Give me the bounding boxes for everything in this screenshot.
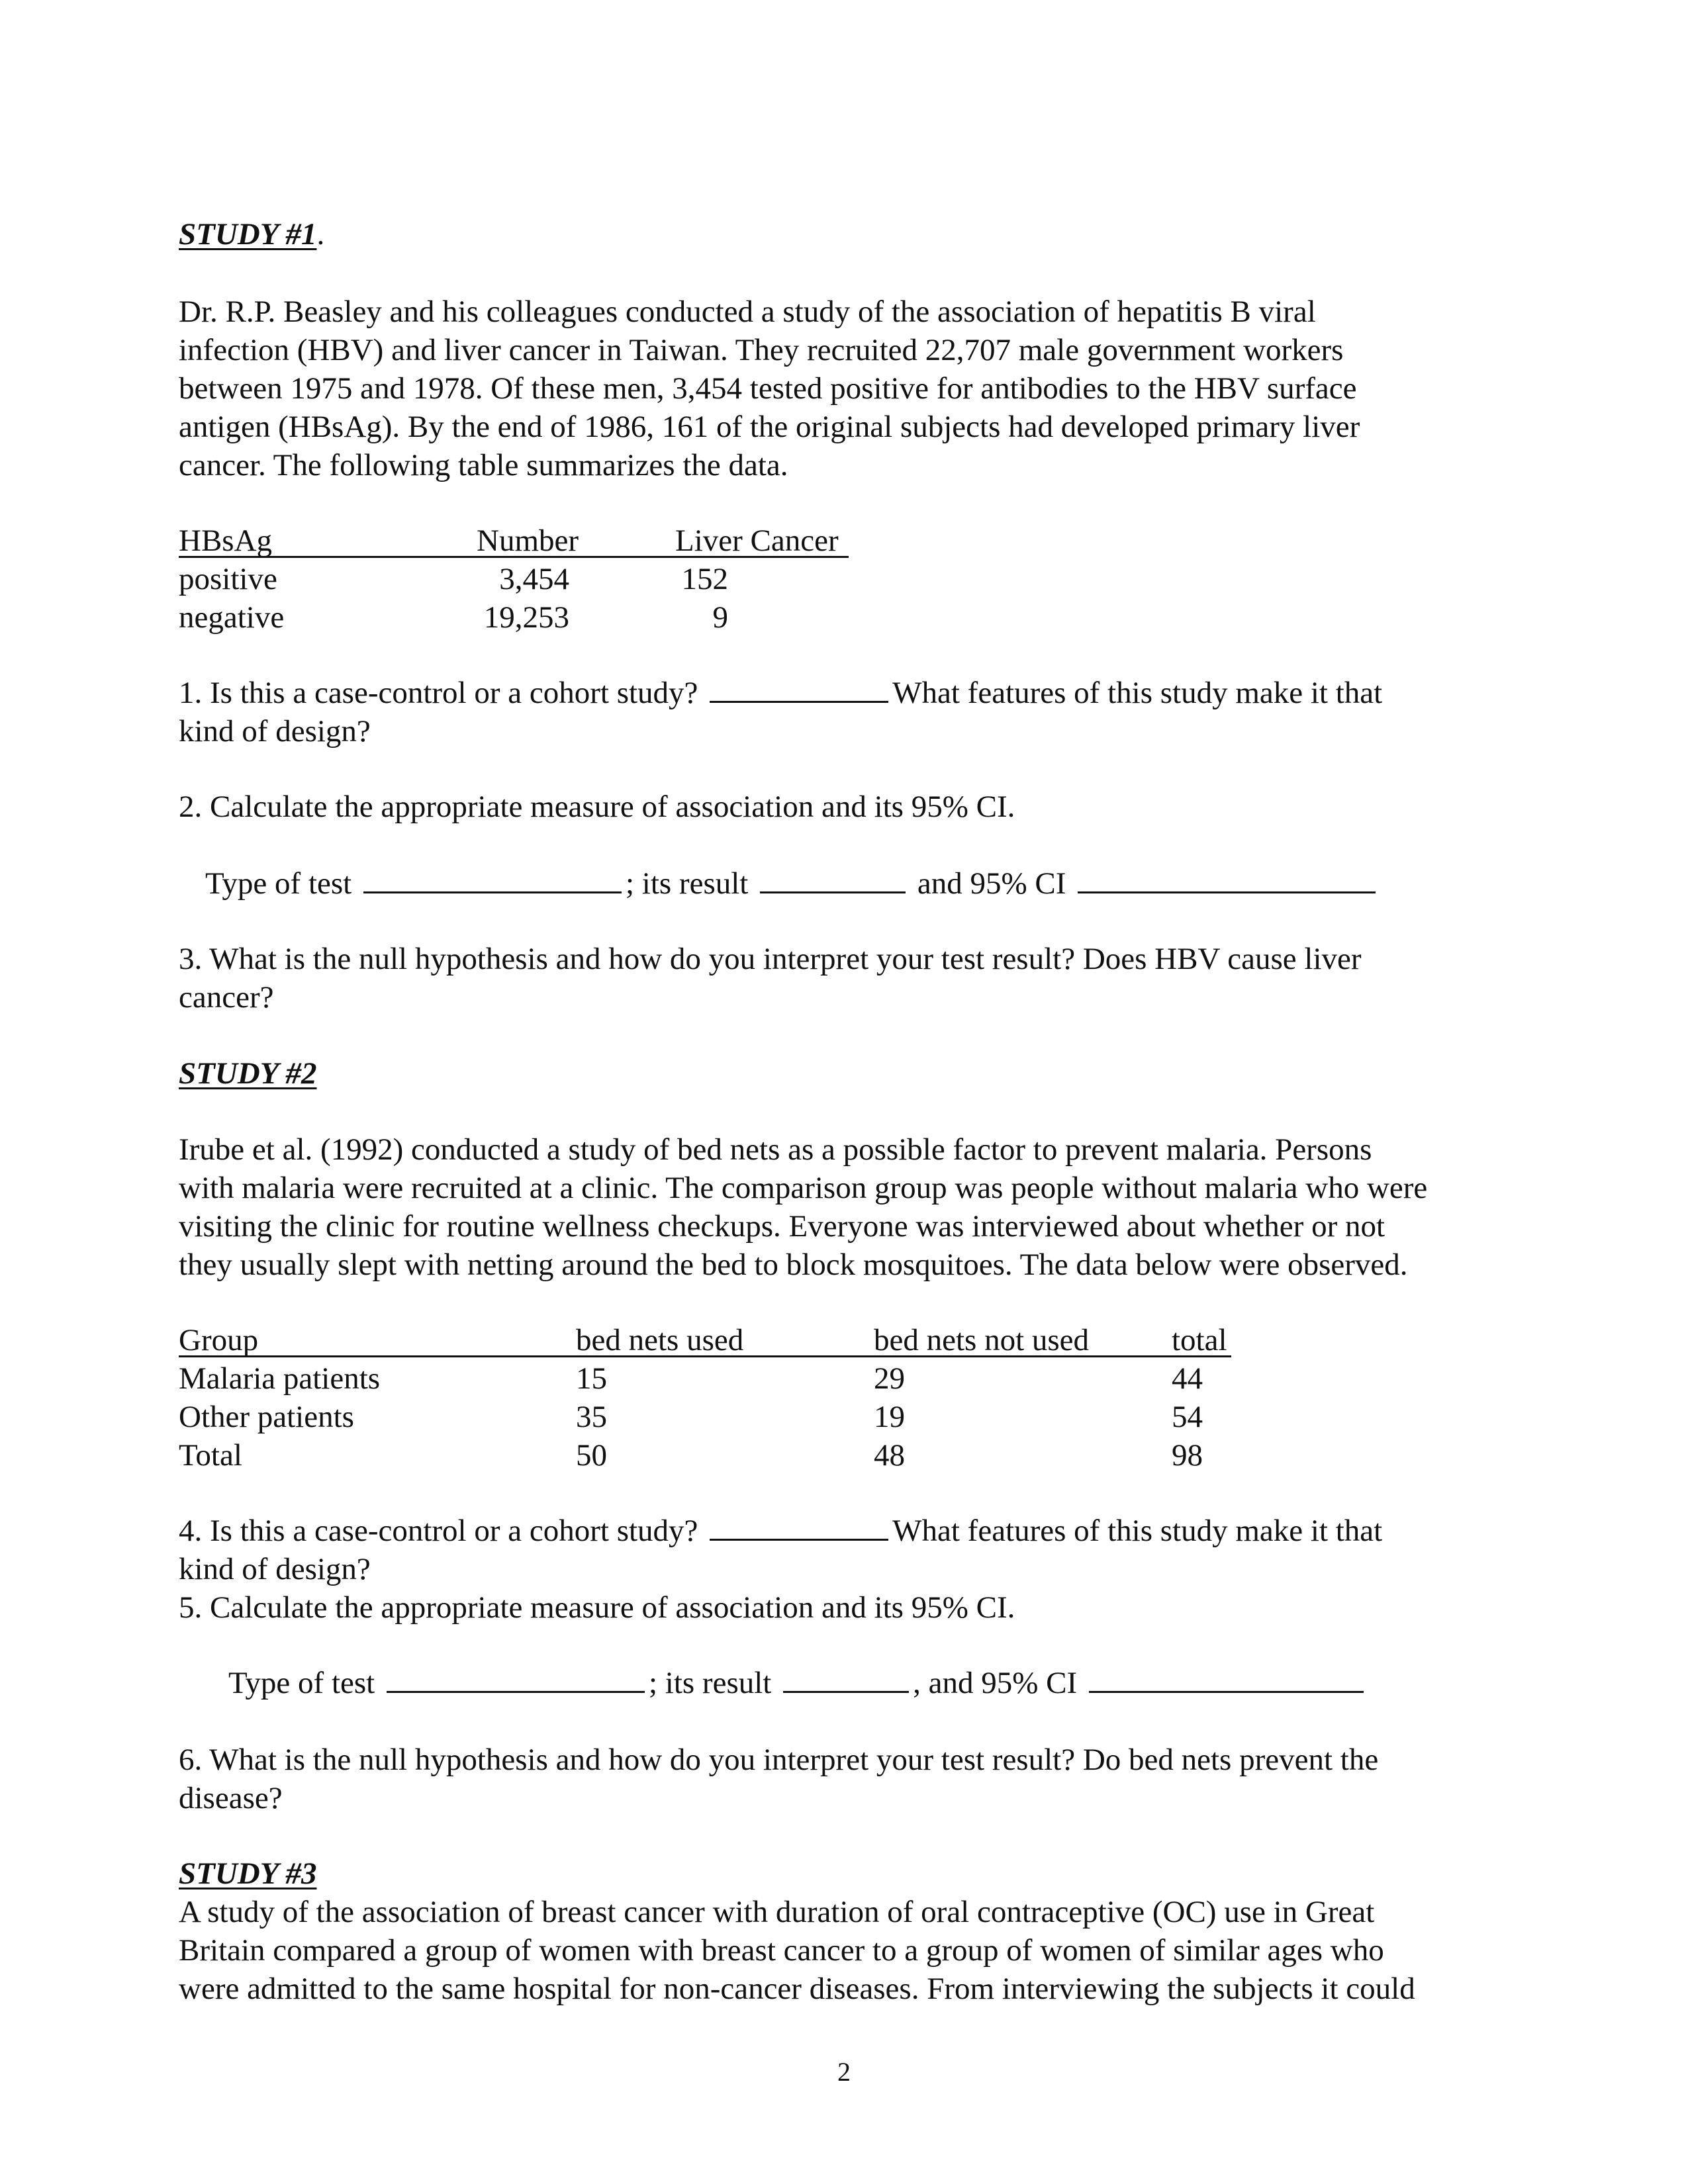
- table2-header-bed-nets-not-used: bed nets not used: [874, 1323, 1090, 1357]
- table2-cell: 19: [874, 1400, 905, 1434]
- answer-blank-q4[interactable]: [710, 1512, 888, 1541]
- study3-para-line: A study of the association of breast cancer with duration of oral contraceptive (OC) use in Great: [179, 1895, 1375, 1929]
- table1-cell: positive: [179, 562, 277, 596]
- question-6: 6. What is the null hypothesis and how do you interpret your test result? Do bed nets prevent the: [179, 1743, 1379, 1777]
- question-3: 3. What is the null hypothesis and how do you interpret your test result? Does HBV cause liver: [179, 942, 1362, 976]
- question-6-cont: disease?: [179, 1781, 283, 1815]
- table2-cell: 98: [1172, 1438, 1203, 1473]
- table1-header-rule: [179, 556, 849, 558]
- table1-header-liver-cancer: Liver Cancer: [675, 523, 839, 558]
- study2-para-line: Irube et al. (1992) conducted a study of bed nets as a possible factor to prevent malaria. Persons: [179, 1132, 1372, 1167]
- study1-para-line: between 1975 and 1978. Of these men, 3,454 tested positive for antibodies to the HBV surface: [179, 371, 1357, 406]
- study1-para-line: cancer. The following table summarizes the data.: [179, 448, 788, 482]
- table2-cell: Malaria patients: [179, 1361, 381, 1396]
- answer-blank-type-of-test[interactable]: [387, 1664, 645, 1693]
- q2-fill-line: Type of test ; its result and 95% CI: [205, 864, 1380, 903]
- study2-para-line: they usually slept with netting around the bed to block mosquitoes. The data below were observed.: [179, 1248, 1408, 1282]
- study1-para-line: infection (HBV) and liver cancer in Taiwan. They recruited 22,707 male government workers: [179, 333, 1344, 367]
- study2-para-line: visiting the clinic for routine wellness checkups. Everyone was interviewed about whether or not: [179, 1209, 1385, 1244]
- study3-para-line: Britain compared a group of women with breast cancer to a group of women of similar ages who: [179, 1933, 1384, 1968]
- table2-header-bed-nets-used: bed nets used: [576, 1323, 744, 1357]
- question-5: 5. Calculate the appropriate measure of association and its 95% CI.: [179, 1590, 1015, 1625]
- table1-cell: 152: [681, 562, 728, 596]
- study1-para-line: Dr. R.P. Beasley and his colleagues conducted a study of the association of hepatitis B viral: [179, 295, 1316, 329]
- page-number: 2: [837, 2057, 851, 2087]
- question-1: 1. Is this a case-control or a cohort study? What features of this study make it that: [179, 676, 1383, 710]
- table2-cell: 35: [576, 1400, 607, 1434]
- table2-header-group: Group: [179, 1323, 259, 1357]
- table1-cell: 19,253: [483, 600, 569, 635]
- table2-cell: Other patients: [179, 1400, 354, 1434]
- study1-heading: STUDY #1.: [179, 217, 325, 251]
- table1-cell: 9: [712, 600, 728, 635]
- table1-cell: 3,454: [499, 562, 569, 596]
- table2-cell: 54: [1172, 1400, 1203, 1434]
- question-4-cont: kind of design?: [179, 1552, 371, 1586]
- table2-cell: 29: [874, 1361, 905, 1396]
- table2-cell: Total: [179, 1438, 242, 1473]
- table2-cell: 48: [874, 1438, 905, 1473]
- table2-header-total: total: [1172, 1323, 1227, 1357]
- table2-header-rule: [179, 1355, 1231, 1357]
- question-3-cont: cancer?: [179, 980, 274, 1015]
- study2-heading: STUDY #2: [179, 1056, 317, 1091]
- table1-header-number: Number: [477, 523, 579, 558]
- answer-blank-type-of-test[interactable]: [363, 865, 622, 893]
- study3-para-line: were admitted to the same hospital for non-cancer diseases. From interviewing the subjects it could: [179, 1972, 1415, 2006]
- answer-blank-q1[interactable]: [710, 674, 888, 703]
- table1-cell: negative: [179, 600, 285, 635]
- table1-header-hbsag: HBsAg: [179, 523, 273, 558]
- answer-blank-result[interactable]: [783, 1664, 909, 1693]
- q5-fill-line: Type of test ; its result , and 95% CI: [228, 1664, 1368, 1702]
- question-1-cont: kind of design?: [179, 714, 371, 749]
- answer-blank-ci[interactable]: [1078, 865, 1376, 893]
- table2-cell: 15: [576, 1361, 607, 1396]
- table2-cell: 50: [576, 1438, 607, 1473]
- question-2: 2. Calculate the appropriate measure of association and its 95% CI.: [179, 790, 1015, 824]
- answer-blank-result[interactable]: [760, 865, 906, 893]
- study2-para-line: with malaria were recruited at a clinic. The comparison group was people without malaria who were: [179, 1171, 1428, 1205]
- question-4: 4. Is this a case-control or a cohort study? What features of this study make it that: [179, 1514, 1383, 1548]
- answer-blank-ci[interactable]: [1089, 1664, 1364, 1693]
- study3-heading: STUDY #3: [179, 1856, 317, 1891]
- table2-cell: 44: [1172, 1361, 1203, 1396]
- study1-para-line: antigen (HBsAg). By the end of 1986, 161 of the original subjects had developed primary liver: [179, 410, 1360, 444]
